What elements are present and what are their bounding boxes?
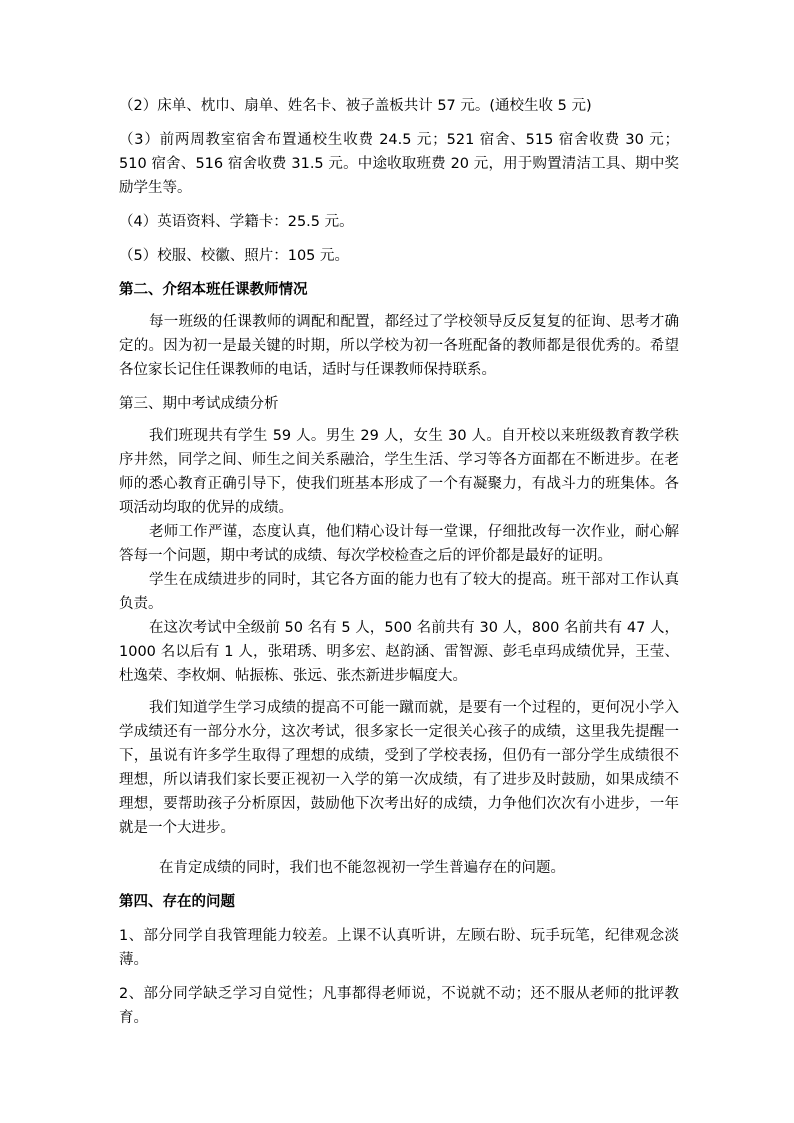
section-3-paragraph-6: 在肯定成绩的同时，我们也不能忽视初一学生普遍存在的问题。 [159, 860, 565, 876]
section-3-paragraph-3: 学生在成绩进步的同时，其它各方面的能力也有了较大的提高。班干部对工作认真负责。 [119, 572, 679, 612]
section-3-heading: 第三、期中考试成绩分析 [119, 396, 279, 412]
fee-item-4: （4）英语资料、学籍卡：25.5 元。 [119, 214, 354, 230]
fee-item-2: （2）床单、枕巾、扇单、姓名卡、被子盖板共计 57 元。(通校生收 5 元) [119, 98, 592, 114]
section-3-paragraph-2: 老师工作严谨，态度认真，他们精心设计每一堂课，仔细批改每一次作业，耐心解答每一个问题，期中考试的成绩、每次学校检查之后的评价都是最好的证明。 [119, 524, 679, 564]
section-2-heading: 第二、介绍本班任课教师情况 [119, 282, 308, 298]
section-3-paragraph-4: 在这次考试中全级前 50 名有 5 人，500 名前共有 30 人，800 名前共有 47 人，1000 名以后有 1 人，张珺琇、明多宏、赵韵涵、雷智源、彭毛卓玛成绩优异，王莹、杜逸荣、李枚炯、帖振栋、张远、张杰新进步幅度大。 [119, 620, 679, 684]
section-4-heading: 第四、存在的问题 [119, 894, 235, 910]
issue-item-1: 1、部分同学自我管理能力较差。上课不认真听讲，左顾右盼、玩手玩笔，纪律观念淡薄。 [119, 928, 679, 968]
fee-item-3: （3）前两周教室宿舍布置通校生收费 24.5 元；521 宿舍、515 宿舍收费 30 元；510 宿舍、516 宿舍收费 31.5 元。中途收取班费 20 元，用于购置清洁工具、期中奖励学生等。 [119, 132, 679, 196]
section-2-body: 每一班级的任课教师的调配和配置，都经过了学校领导反反复复的征询、思考才确定的。因为初一是最关键的时期，所以学校为初一各班配备的教师都是很优秀的。希望各位家长记住任课教师的电话，适时与任课教师保持联系。 [119, 314, 679, 378]
section-3-paragraph-5: 我们知道学生学习成绩的提高不可能一蹴而就，是要有一个过程的，更何况小学入学成绩还有一部分水分，这次考试，很多家长一定很关心孩子的成绩，这里我先提醒一下，虽说有许多学生取得了理想的成绩，受到了学校表扬，但仍有一部分学生成绩很不理想，所以请我们家长要正视初一入学的第一次成绩，有了进步及时鼓励，如果成绩不理想，要帮助孩子分析原因，鼓励他下次考出好的成绩，力争他们次次有小进步，一年就是一个大进步。 [119, 700, 679, 836]
document-page [119, 94, 679, 1030]
fee-item-5: （5）校服、校徽、照片：105 元。 [119, 248, 350, 264]
section-3-paragraph-1: 我们班现共有学生 59 人。男生 29 人，女生 30 人。自开校以来班级教育教学秩序井然，同学之间、师生之间关系融洽，学生生活、学习等各方面都在不断进步。在老师的悉心教育正确引导下，使我们班基本形成了一个有凝聚力，有战斗力的班集体。各项活动均取的优异的成绩。 [119, 428, 679, 516]
issue-item-2: 2、部分同学缺乏学习自觉性；凡事都得老师说，不说就不动；还不服从老师的批评教育。 [119, 986, 679, 1026]
